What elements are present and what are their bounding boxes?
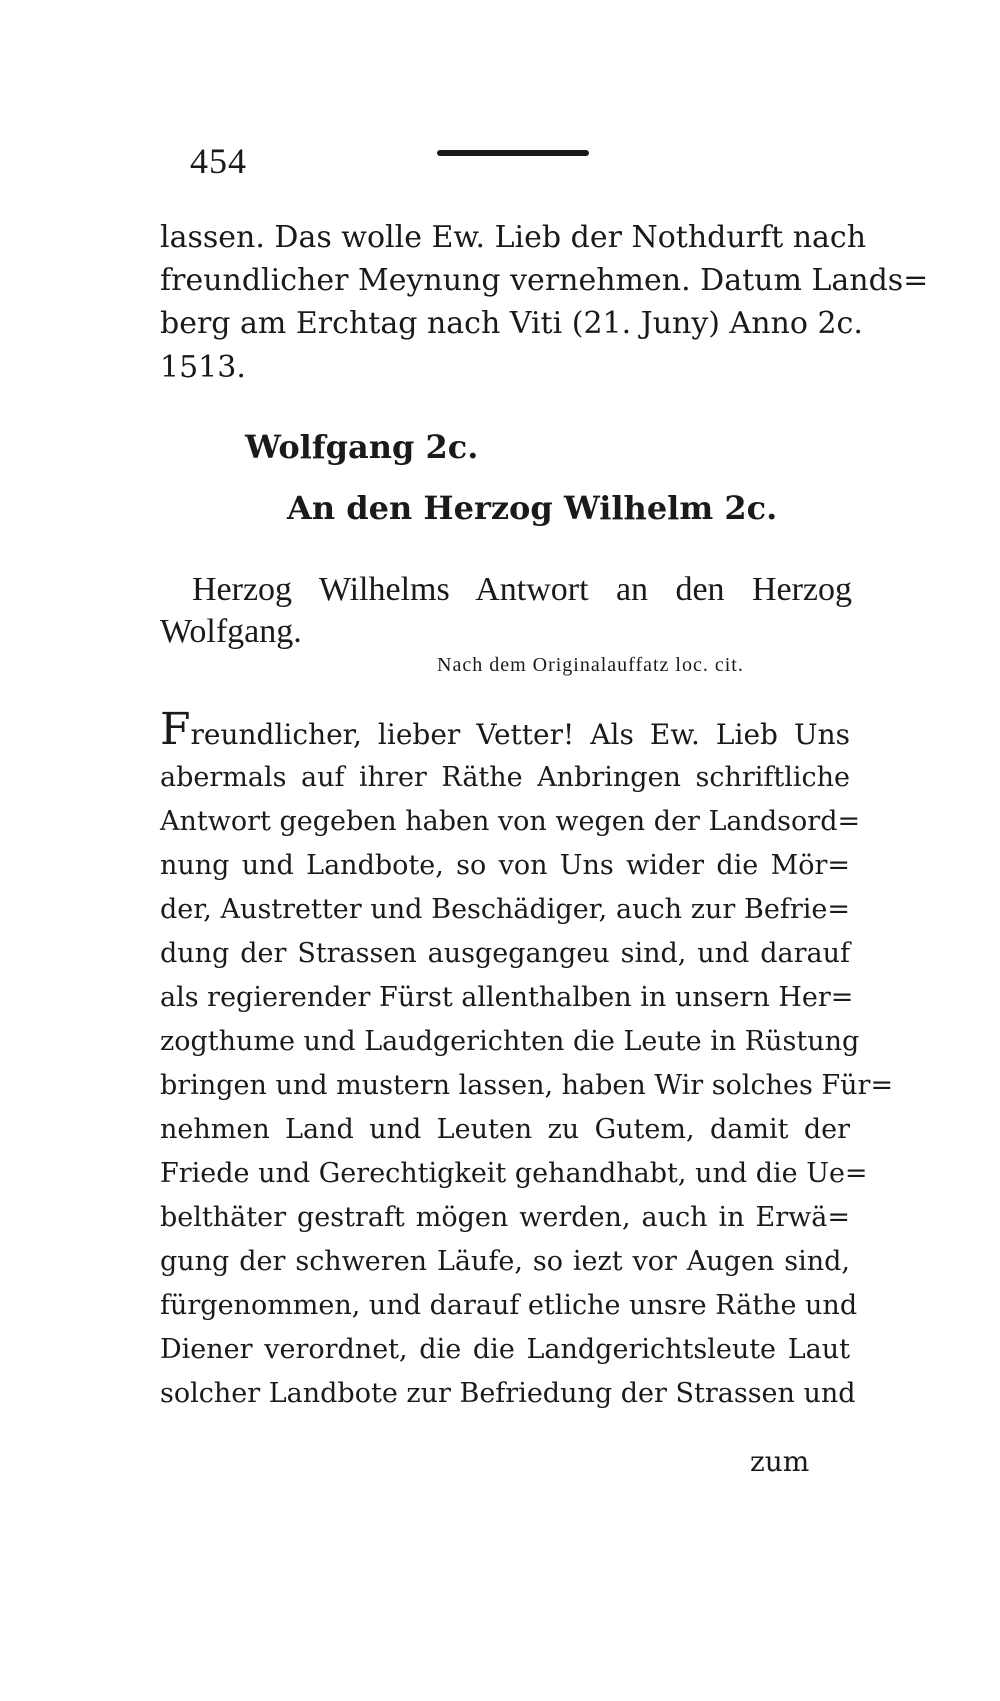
source-note: Nach dem Originalauffatz loc. cit.: [437, 654, 744, 676]
body-line: [160, 704, 850, 755]
body-line: bringen und mustern lassen, haben Wir solches Für=: [160, 1070, 894, 1101]
body-line: zogthume und Laudgerichten die Leute in Rüstung: [160, 1026, 860, 1057]
body-line: belthäter gestraft mögen werden, auch in Erwä=: [160, 1202, 850, 1233]
body-line: solcher Landbote zur Befriedung der Strassen und: [160, 1378, 856, 1409]
body-line: dung der Strassen ausgegangeu sind, und darauf: [160, 938, 850, 969]
body-line: nung und Landbote, so von Uns wider die Mör=: [160, 850, 850, 881]
section-heading-line: Wolfgang.: [160, 613, 302, 650]
body-line: Diener verordnet, die die Landgerichtsleute Laut: [160, 1334, 850, 1365]
letter-closing-line: freundlicher Meynung vernehmen. Datum Lands=: [160, 263, 929, 298]
addressee: An den Herzog Wilhelm 2c.: [287, 489, 778, 527]
body-line: nehmen Land und Leuten zu Gutem, damit der: [160, 1114, 850, 1145]
body-line: fürgenommen, und darauf etliche unsre Räthe und: [160, 1290, 858, 1321]
drop-initial: F: [160, 704, 191, 755]
body-first-line-text: reundlicher, lieber Vetter! Als Ew. Lieb Uns: [190, 718, 850, 751]
body-line: gung der schweren Läufe, so iezt vor Augen sind,: [160, 1246, 850, 1277]
letter-closing-line: lassen. Das wolle Ew. Lieb der Nothdurft nach: [160, 220, 867, 255]
body-line: der, Austretter und Beschädiger, auch zur Befrie=: [160, 894, 850, 925]
body-line: als regierender Fürst allenthalben in unsern Her=: [160, 982, 854, 1013]
signature: Wolfgang 2c.: [245, 428, 479, 466]
letter-closing-line: 1513.: [160, 350, 246, 385]
section-heading-line: Herzog Wilhelms Antwort an den Herzog: [192, 571, 852, 608]
body-line: abermals auf ihrer Räthe Anbringen schriftliche: [160, 762, 850, 793]
catchword: zum: [750, 1445, 810, 1478]
header-rule: [437, 150, 589, 156]
page-number: 454: [190, 141, 247, 181]
letter-closing-line: berg am Erchtag nach Viti (21. Juny) Anno 2c.: [160, 306, 863, 341]
body-line: Friede und Gerechtigkeit gehandhabt, und die Ue=: [160, 1158, 868, 1189]
body-line: Antwort gegeben haben von wegen der Landsord=: [160, 806, 861, 837]
